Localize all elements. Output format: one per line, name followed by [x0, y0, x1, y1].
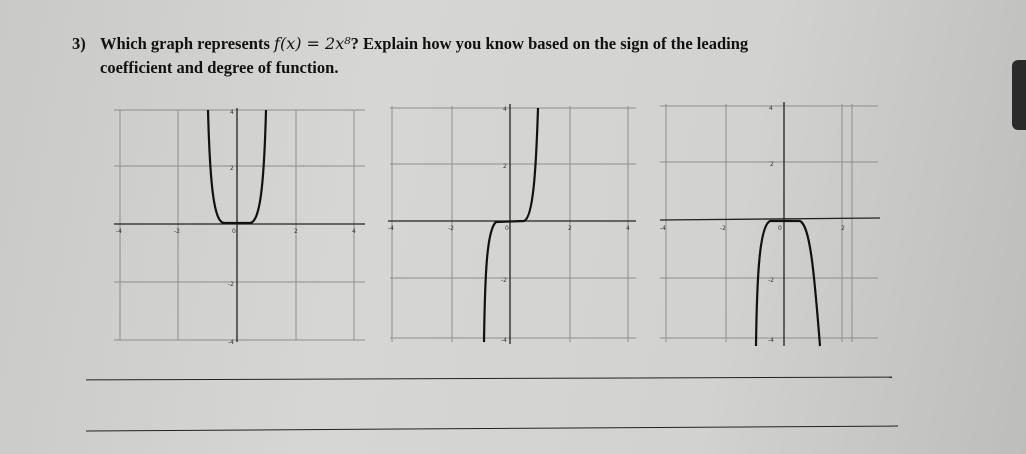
y-tick-label: 4: [230, 109, 234, 116]
x-tick-label: -2: [174, 228, 180, 235]
y-tick-label: -2: [768, 277, 774, 284]
x-tick-label: 4: [626, 225, 630, 232]
y-tick-label: -4: [768, 337, 774, 344]
graph-2[interactable]: [386, 102, 646, 347]
question-3: [72, 32, 892, 80]
y-tick-label: 2: [230, 165, 234, 172]
answer-line-2[interactable]: [86, 426, 898, 432]
graph-3[interactable]: [656, 100, 886, 350]
x-tick-label: 0: [505, 225, 509, 232]
grid: [114, 110, 365, 340]
x-tick-label: 0: [232, 228, 236, 235]
curve-downward-u: [756, 221, 820, 346]
grid: [390, 106, 636, 342]
x-tick-label: 2: [568, 225, 572, 232]
question-text-after: ? Explain how you know based on the sign of the leading: [350, 34, 749, 53]
question-line-2: coefficient and degree of function.: [100, 58, 339, 77]
question-text-before: Which graph represents: [100, 34, 275, 53]
question-number: 3): [72, 34, 86, 53]
x-tick-label: -4: [660, 225, 666, 232]
x-tick-label: 2: [294, 228, 298, 235]
x-tick-label: -2: [448, 225, 454, 232]
x-tick-label: 0: [778, 225, 782, 232]
y-tick-label: 4: [769, 105, 773, 112]
x-tick-label: -4: [116, 228, 122, 235]
function-expression: f(x) = 2x⁸: [274, 34, 351, 53]
answer-line-1[interactable]: [86, 377, 892, 381]
x-tick-label: 2: [841, 225, 845, 232]
y-tick-label: 4: [503, 106, 507, 113]
y-tick-label: 2: [770, 161, 774, 168]
graph-1[interactable]: [110, 106, 370, 346]
x-tick-label: -4: [388, 225, 394, 232]
x-tick-label: 4: [352, 228, 356, 235]
y-tick-label: 2: [503, 163, 507, 170]
y-tick-label: -4: [228, 339, 234, 346]
y-tick-label: -2: [228, 281, 234, 288]
page-edge-shadow: [1012, 60, 1026, 130]
y-tick-label: -2: [501, 277, 507, 284]
curve-odd-degree: [484, 108, 538, 342]
y-tick-label: -4: [501, 337, 507, 344]
x-tick-label: -2: [720, 225, 726, 232]
x-axis: [660, 218, 880, 220]
